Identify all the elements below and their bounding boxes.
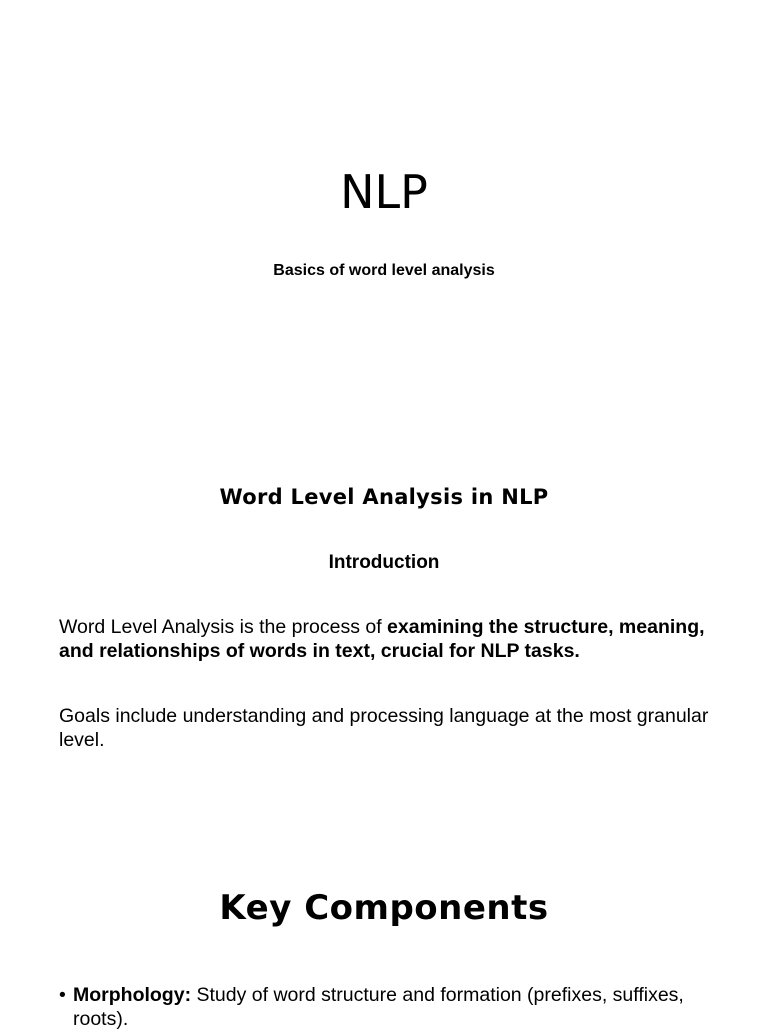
intro-paragraph: [59, 615, 709, 663]
bullet-dot: •: [59, 984, 66, 1006]
goals-paragraph: Goals include understanding and processing language at the most granular level.: [59, 705, 709, 751]
key-components-heading: Key Components: [219, 888, 549, 928]
page-title: NLP: [340, 165, 428, 219]
intro-paragraph-normal: Word Level Analysis is the process of: [59, 616, 388, 638]
section-heading: Word Level Analysis in NLP: [219, 485, 549, 509]
section-subheading: Introduction: [328, 552, 440, 573]
intro-paragraph-bold: examining the structure, meaning, and relationships of words in text, crucial for NLP tasks.: [59, 616, 705, 662]
page-subtitle: Basics of word level analysis: [273, 262, 495, 279]
list-item-term: Morphology:: [73, 984, 192, 1006]
list-item-text: Study of word structure and formation (prefixes, suffixes, roots).: [73, 984, 684, 1030]
